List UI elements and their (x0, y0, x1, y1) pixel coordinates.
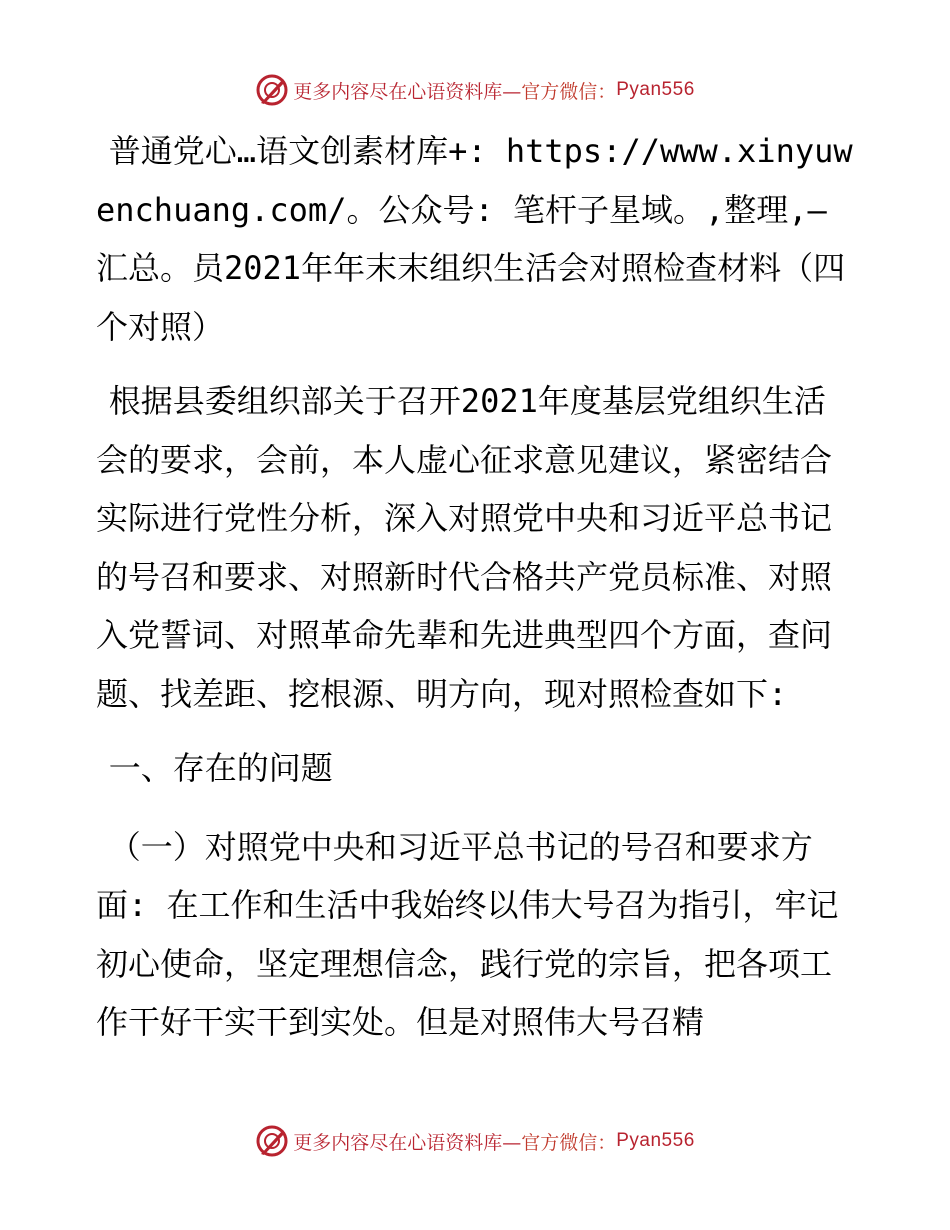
banner-text: 更多内容尽在心语资料库— (293, 1131, 522, 1154)
banner-text: 更多内容尽在心语资料库— (293, 80, 522, 103)
section-heading: 一、存在的问题 (108, 749, 333, 787)
banner-wechat-id: Pyan556 (616, 79, 695, 100)
quill-seal-icon (255, 1124, 289, 1158)
header-watermark-banner (0, 70, 950, 110)
document-title-paragraph: 普通党心…语文创素材库+: https://www.xinyuwenchuang.com/。公众号: 笔杆子星域。,整理,—汇总。员2021年年末末组织生活会对照检查材料（四个对照） (96, 132, 853, 346)
banner-wechat-label: 官方微信： (521, 81, 617, 103)
banner-wechat-id: Pyan556 (616, 1130, 695, 1151)
subsection-paragraph: （一）对照党中央和习近平总书记的号召和要求方面: 在工作和生活中我始终以伟大号召为指引，牢记初心使命，坚定理想信念，践行党的宗旨，把各项工作干好干实干到实处。但是对照伟大号召精 (96, 827, 839, 1041)
quill-seal-icon (255, 73, 289, 107)
document-body (96, 122, 856, 1068)
banner-wechat-label: 官方微信： (521, 1132, 617, 1154)
footer-watermark-banner (0, 1121, 950, 1161)
intro-paragraph: 根据县委组织部关于召开2021年度基层党组织生活会的要求，会前，本人虚心征求意见建议，紧密结合实际进行党性分析，深入对照党中央和习近平总书记的号召和要求、对照新时代合格共产党员标准、对照入党誓词、对照革命先辈和先进典型四个方面，查问题、找差距、挖根源、明方向，现对照检查如下: (96, 382, 833, 713)
